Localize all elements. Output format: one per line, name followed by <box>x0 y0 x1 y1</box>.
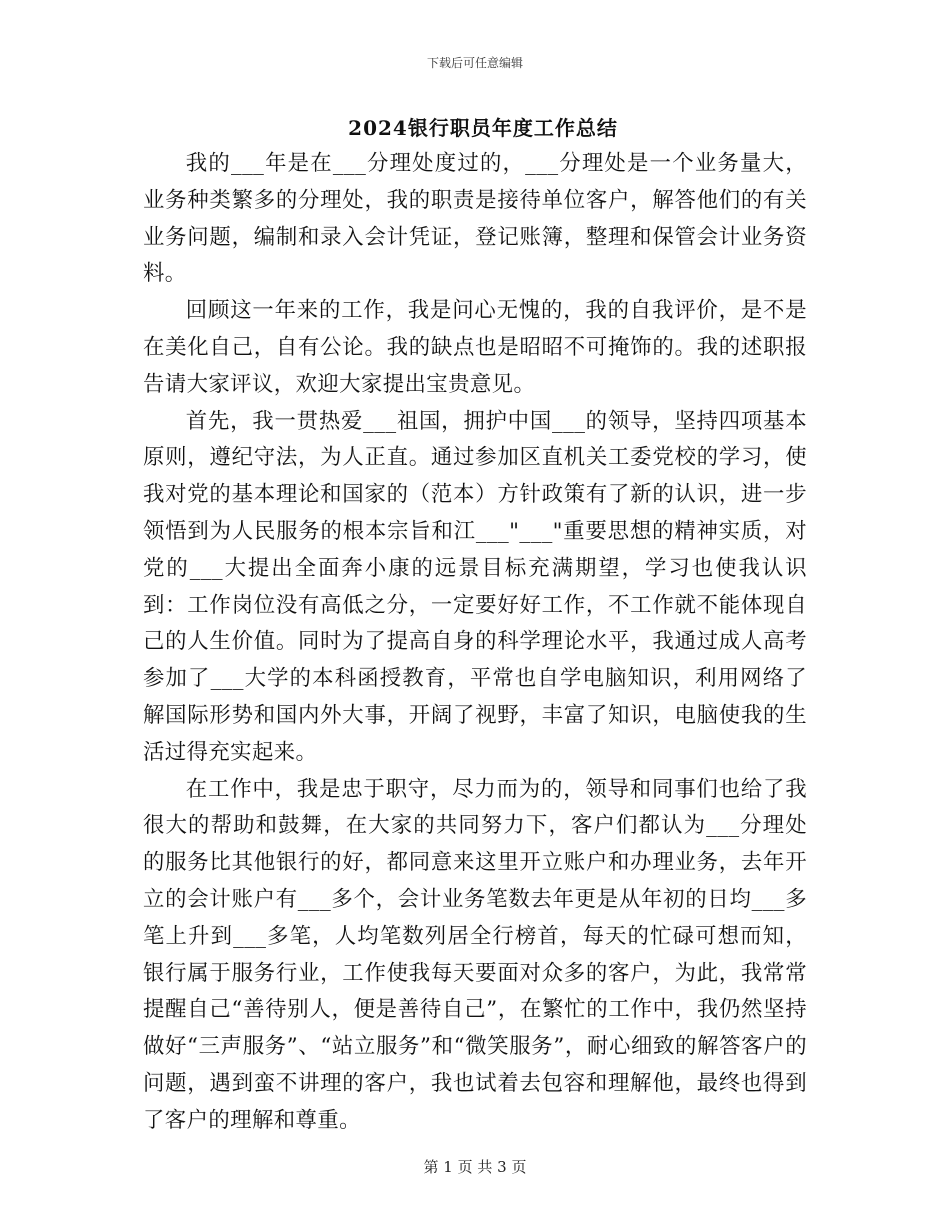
paragraph: 回顾这一年来的工作，我是问心无愧的，我的自我评价，是不是在美化自己，自有公论。我的缺点也是昭昭不可掩饰的。我的述职报告请大家评议，欢迎大家提出宝贵意见。 <box>143 298 807 397</box>
document-title: 2024银行职员年度工作总结 <box>348 116 618 140</box>
page-number-footer: 第 1 页 共 3 页 <box>423 1158 527 1176</box>
paragraph: 首先，我一贯热爱___祖国，拥护中国___的领导，坚持四项基本原则，遵纪守法，为人正直。通过参加区直机关工委党校的学习，使我对党的基本理论和国家的（范本）方针政策有了新的认识，进一步领悟到为人民服务的根本宗旨和江___"___"重要思想的精神实质，对党的___大提出全面奔小康的远景目标充满期望，学习也使我认识到：工作岗位没有高低之分，一定要好好工作，不工作就不能体现自己的人生价值。同时为了提高自身的科学理论水平，我通过成人高考参加了___大学的本科函授教育，平常也自学电脑知识，利用网络了解国际形势和国内外大事，开阔了视野，丰富了知识，电脑使我的生活过得充实起来。 <box>143 408 807 765</box>
document-body <box>143 146 807 1140</box>
paragraph: 我的___年是在___分理处度过的，___分理处是一个业务量大，业务种类繁多的分理处，我的职责是接待单位客户，解答他们的有关业务问题，编制和录入会计凭证，登记账簿，整理和保管会计业务资料。 <box>143 151 807 287</box>
header-note: 下载后可任意编辑 <box>426 56 523 70</box>
paragraph: 在工作中，我是忠于职守，尽力而为的，领导和同事们也给了我很大的帮助和鼓舞，在大家的共同努力下，客户们都认为___分理处的服务比其他银行的好，都同意来这里开立账户和办理业务，去年开立的会计账户有___多个，会计业务笔数去年更是从年初的日均___多笔上升到___多笔，人均笔数列居全行榜首，每天的忙碌可想而知，银行属于服务行业，工作使我每天要面对众多的客户，为此，我常常提醒自己“善待别人，便是善待自己”，在繁忙的工作中，我仍然坚持做好“三声服务”、“站立服务”和“微笑服务”，耐心细致的解答客户的问题，遇到蛮不讲理的客户，我也试着去包容和理解他，最终也得到了客户的理解和尊重。 <box>143 776 807 1133</box>
